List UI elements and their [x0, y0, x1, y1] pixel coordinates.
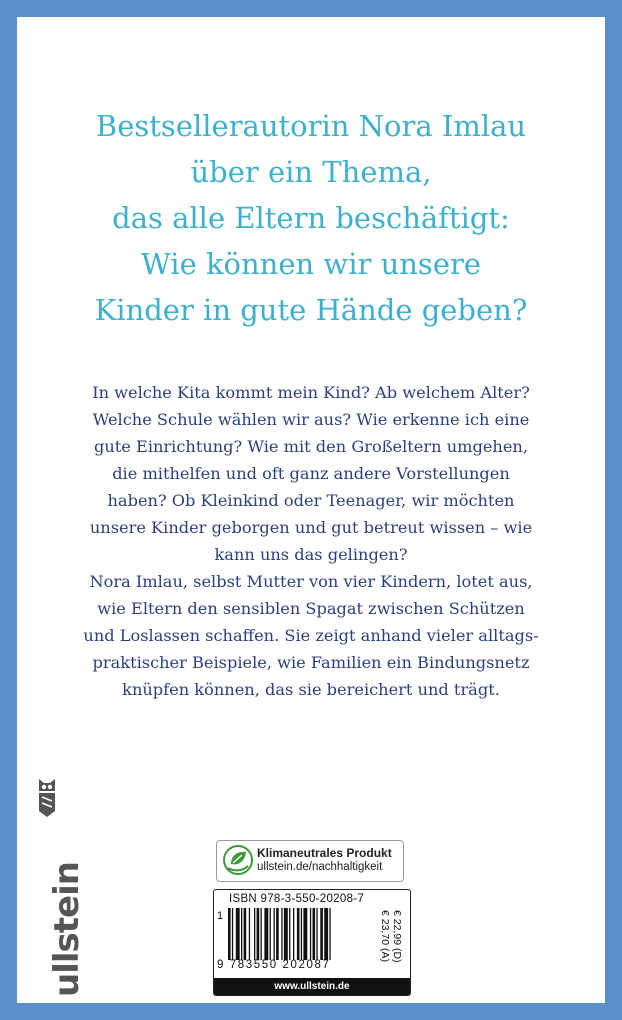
price-column	[379, 910, 409, 965]
barcode-bars	[228, 908, 380, 960]
price-austria: € 23,70 (A)	[379, 910, 391, 962]
barcode-digits: 9 783550 202087	[217, 959, 331, 971]
badge-title: Klimaneutrales Produkt	[257, 846, 392, 860]
blurb-line: wie Eltern den sensiblen Spagat zwischen Schützen	[97, 599, 525, 618]
blurb-line: kann uns das gelingen?	[214, 545, 408, 564]
blurb-line: Welche Schule wählen wir aus? Wie erkenne ich eine	[92, 410, 530, 429]
barcode-lead-digit: 1	[217, 910, 224, 922]
tagline-line: Wie können wir unsere	[141, 247, 481, 281]
blurb-line: knüpfen können, das sie bereichert und trägt.	[122, 680, 500, 699]
blurb-line: unsere Kinder geborgen und gut betreut wissen – wie	[89, 518, 533, 537]
owl-icon	[36, 777, 58, 823]
back-cover	[17, 17, 605, 1003]
isbn-text: ISBN 978-3-550-20208-7	[229, 893, 365, 905]
blurb-line: gute Einrichtung? Wie mit den Großeltern umgehen,	[93, 437, 528, 456]
badge-url: ullstein.de/nachhaltigkeit	[257, 861, 383, 873]
blurb-line: und Loslassen schaffen. Sie zeigt anhand vieler alltags-	[83, 626, 539, 645]
blurb	[17, 379, 605, 703]
tagline-line: das alle Eltern beschäftigt:	[112, 201, 510, 235]
blurb-line: die mithelfen und oft ganz andere Vorstellungen	[112, 464, 510, 483]
price-germany: € 22,99 (D)	[391, 910, 403, 963]
tagline	[17, 103, 605, 333]
blurb-line: In welche Kita kommt mein Kind? Ab welchem Alter?	[92, 383, 530, 402]
climate-neutral-badge	[216, 840, 404, 882]
blurb-line: praktischer Beispiele, wie Familien ein Bindungsnetz	[92, 653, 530, 672]
tagline-line: Kinder in gute Hände geben?	[94, 293, 528, 327]
blurb-line: haben? Ob Kleinkind oder Teenager, wir möchten	[107, 491, 515, 510]
publisher-name: ullstein	[47, 862, 87, 997]
publisher-logo	[25, 777, 87, 997]
publisher-website: www.ullstein.de	[214, 978, 410, 995]
tagline-line: Bestsellerautorin Nora Imlau	[95, 109, 527, 143]
leaf-globe-icon	[222, 844, 254, 876]
isbn-barcode	[213, 889, 411, 996]
tagline-line: über ein Thema,	[190, 155, 432, 189]
blurb-line: Nora Imlau, selbst Mutter von vier Kindern, lotet aus,	[89, 572, 533, 591]
